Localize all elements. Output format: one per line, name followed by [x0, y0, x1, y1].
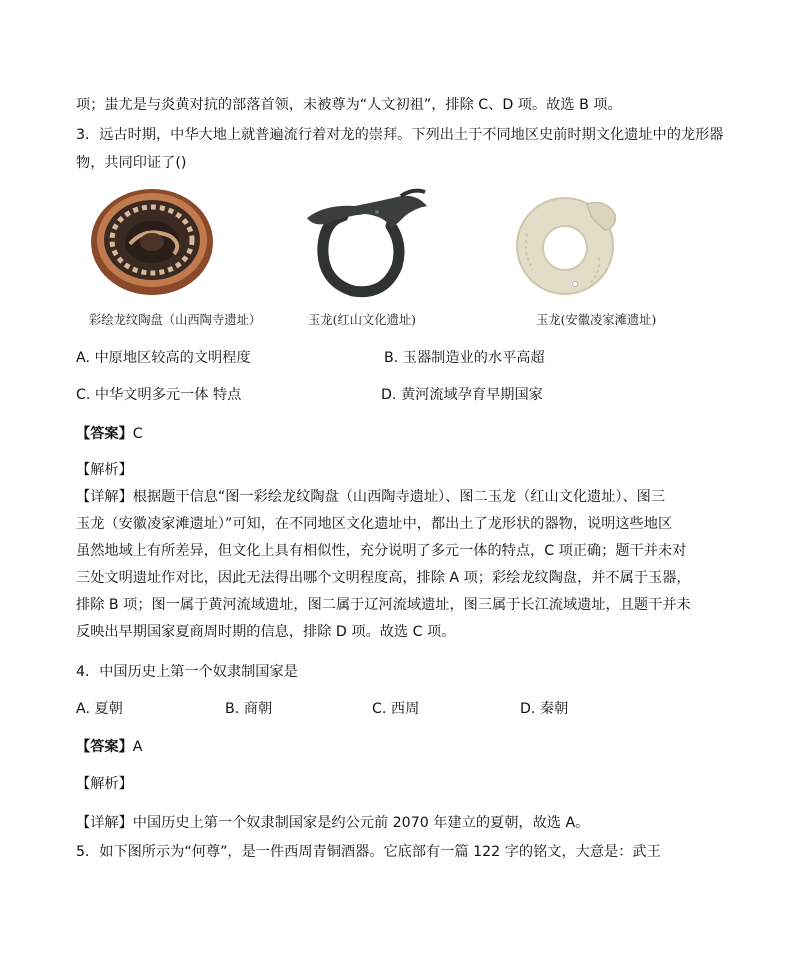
question-3-detail-line4: 三处文明遗址作对比，因此无法得出哪个文明程度高，排除 A 项；彩绘龙纹陶盘，并不属于玉器， [76, 570, 691, 586]
question-5-stem: 5．如下图所示为“何尊”，是一件西周青铜酒器。它底部有一篇 122 字的铭文，大意是：武王 [76, 844, 661, 860]
answer-label: 【答案】 [76, 739, 133, 755]
answer-label: 【答案】 [76, 426, 133, 442]
question-3-stem-line2: 物，共同印证了() [76, 155, 187, 171]
answer-value: A [132, 739, 143, 755]
hongshan-jade-dragon-image [305, 186, 435, 301]
question-4-analysis-label: 【解析】 [76, 776, 133, 792]
question-3-detail-line5: 排除 B 项；图一属于黄河流域遗址，图二属于辽河流域遗址，图三属于长江流域遗址，且题干并未 [76, 597, 691, 613]
question-3-detail-line2: 玉龙（安徽凌家滩遗址）”可知，在不同地区文化遗址中，都出土了龙形状的器物，说明这些地区 [76, 516, 673, 532]
previous-explanation-tail: 项；蚩尤是与炎黄对抗的部落首领，未被尊为“人文初祖”，排除 C、D 项。故选 B 项。 [76, 97, 622, 113]
question-3-option-d: D. 黄河流域孕育早期国家 [381, 387, 543, 403]
question-3-answer [76, 424, 143, 444]
question-4-stem: 4．中国历史上第一个奴隶制国家是 [76, 664, 298, 680]
question-3-detail-line1: 【详解】根据题干信息“图一彩绘龙纹陶盘（山西陶寺遗址）、图二玉龙（红山文化遗址）、图三 [76, 489, 666, 505]
caption-lingjiatan-jade-dragon: 玉龙(安徽凌家滩遗址) [536, 313, 657, 327]
question-3-detail-line6: 反映出早期国家夏商周时期的信息，排除 D 项。故选 C 项。 [76, 624, 456, 640]
question-3-analysis-label: 【解析】 [76, 462, 133, 478]
question-3-stem-line1: 3．远古时期，中华大地上就普遍流行着对龙的崇拜。下列出土于不同地区史前时期文化遗址中的龙形器 [76, 127, 724, 143]
lingjiatan-jade-dragon-image [505, 184, 630, 302]
question-4-option-b: B. 商朝 [225, 701, 273, 717]
answer-value: C [132, 426, 143, 442]
question-4-option-a: A. 夏朝 [76, 701, 123, 717]
question-4-answer [76, 737, 142, 757]
question-4-detail: 【详解】中国历史上第一个奴隶制国家是约公元前 2070 年建立的夏朝，故选 A。 [76, 815, 590, 831]
question-3-option-a: A. 中原地区较高的文明程度 [76, 350, 251, 366]
question-3-detail-line3: 虽然地域上有所差异，但文化上具有相似性，充分说明了多元一体的特点，C 项正确；题干并未对 [76, 543, 687, 559]
question-4-option-c: C. 西周 [372, 701, 420, 717]
question-3-option-b: B. 玉器制造业的水平高超 [384, 350, 545, 366]
caption-painted-pottery-plate: 彩绘龙纹陶盘（山西陶寺遗址） [89, 313, 262, 327]
caption-hongshan-jade-dragon: 玉龙(红山文化遗址) [308, 313, 416, 327]
question-4-option-d: D. 秦朝 [520, 701, 569, 717]
painted-dragon-pottery-plate-image [90, 186, 215, 301]
question-3-option-c: C. 中华文明多元一体 特点 [76, 387, 242, 403]
